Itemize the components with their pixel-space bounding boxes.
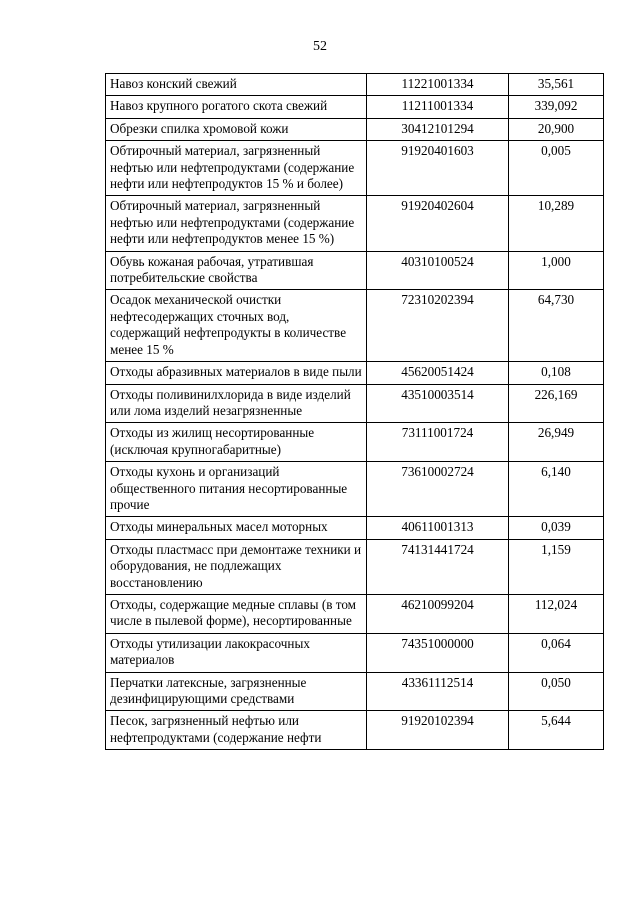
waste-name-cell: Отходы кухонь и организаций общественного питания несортированные прочие	[106, 462, 367, 517]
table-row	[106, 74, 604, 96]
waste-amount-cell: 0,064	[509, 633, 604, 672]
waste-name-cell: Отходы из жилищ несортированные (исключая крупногабаритные)	[106, 423, 367, 462]
waste-code-cell: 43510003514	[367, 384, 509, 423]
waste-amount-cell: 0,108	[509, 362, 604, 384]
waste-code-cell: 72310202394	[367, 290, 509, 362]
waste-table	[105, 73, 604, 750]
waste-name-cell: Обувь кожаная рабочая, утратившая потребительские свойства	[106, 251, 367, 290]
waste-name-cell: Отходы пластмасс при демонтаже техники и оборудования, не подлежащих восстановлению	[106, 539, 367, 594]
waste-name-cell: Отходы минеральных масел моторных	[106, 517, 367, 539]
table-row	[106, 196, 604, 251]
waste-code-cell: 46210099204	[367, 594, 509, 633]
table-row	[106, 594, 604, 633]
waste-amount-cell: 20,900	[509, 118, 604, 140]
waste-code-cell: 11211001334	[367, 96, 509, 118]
waste-name-cell: Отходы поливинилхлорида в виде изделий или лома изделий незагрязненные	[106, 384, 367, 423]
waste-code-cell: 91920102394	[367, 711, 509, 750]
waste-code-cell: 43361112514	[367, 672, 509, 711]
waste-amount-cell: 6,140	[509, 462, 604, 517]
page-number: 52	[313, 39, 327, 54]
table-row	[106, 423, 604, 462]
waste-amount-cell: 1,000	[509, 251, 604, 290]
table-row	[106, 290, 604, 362]
table-row	[106, 384, 604, 423]
waste-amount-cell: 0,039	[509, 517, 604, 539]
table-row	[106, 672, 604, 711]
waste-code-cell: 73111001724	[367, 423, 509, 462]
waste-code-cell: 45620051424	[367, 362, 509, 384]
waste-code-cell: 11221001334	[367, 74, 509, 96]
waste-code-cell: 74131441724	[367, 539, 509, 594]
waste-name-cell: Отходы, содержащие медные сплавы (в том числе в пылевой форме), несортированные	[106, 594, 367, 633]
waste-amount-cell: 10,289	[509, 196, 604, 251]
waste-amount-cell: 0,050	[509, 672, 604, 711]
table-row	[106, 462, 604, 517]
waste-code-cell: 73610002724	[367, 462, 509, 517]
waste-name-cell: Обрезки спилка хромовой кожи	[106, 118, 367, 140]
waste-name-cell: Отходы утилизации лакокрасочных материалов	[106, 633, 367, 672]
waste-amount-cell: 26,949	[509, 423, 604, 462]
waste-amount-cell: 1,159	[509, 539, 604, 594]
waste-code-cell: 40611001313	[367, 517, 509, 539]
waste-name-cell: Обтирочный материал, загрязненный нефтью или нефтепродуктами (содержание нефти или нефтепродуктов менее 15 %)	[106, 196, 367, 251]
waste-amount-cell: 0,005	[509, 141, 604, 196]
table-row	[106, 517, 604, 539]
waste-name-cell: Навоз крупного рогатого скота свежий	[106, 96, 367, 118]
waste-code-cell: 74351000000	[367, 633, 509, 672]
table-row	[106, 251, 604, 290]
table-row	[106, 118, 604, 140]
waste-amount-cell: 226,169	[509, 384, 604, 423]
waste-amount-cell: 112,024	[509, 594, 604, 633]
waste-name-cell: Навоз конский свежий	[106, 74, 367, 96]
waste-name-cell: Отходы абразивных материалов в виде пыли	[106, 362, 367, 384]
table-row	[106, 711, 604, 750]
waste-amount-cell: 5,644	[509, 711, 604, 750]
waste-name-cell: Песок, загрязненный нефтью или нефтепродуктами (содержание нефти	[106, 711, 367, 750]
table-row	[106, 362, 604, 384]
waste-code-cell: 91920401603	[367, 141, 509, 196]
table-row	[106, 96, 604, 118]
table-row	[106, 141, 604, 196]
waste-code-cell: 91920402604	[367, 196, 509, 251]
waste-code-cell: 30412101294	[367, 118, 509, 140]
waste-name-cell: Перчатки латексные, загрязненные дезинфицирующими средствами	[106, 672, 367, 711]
waste-name-cell: Обтирочный материал, загрязненный нефтью или нефтепродуктами (содержание нефти или нефтепродуктов 15 % и более)	[106, 141, 367, 196]
waste-code-cell: 40310100524	[367, 251, 509, 290]
waste-amount-cell: 35,561	[509, 74, 604, 96]
waste-name-cell: Осадок механической очистки нефтесодержащих сточных вод, содержащий нефтепродукты в количестве менее 15 %	[106, 290, 367, 362]
table-row	[106, 633, 604, 672]
waste-amount-cell: 339,092	[509, 96, 604, 118]
waste-amount-cell: 64,730	[509, 290, 604, 362]
table-row	[106, 539, 604, 594]
